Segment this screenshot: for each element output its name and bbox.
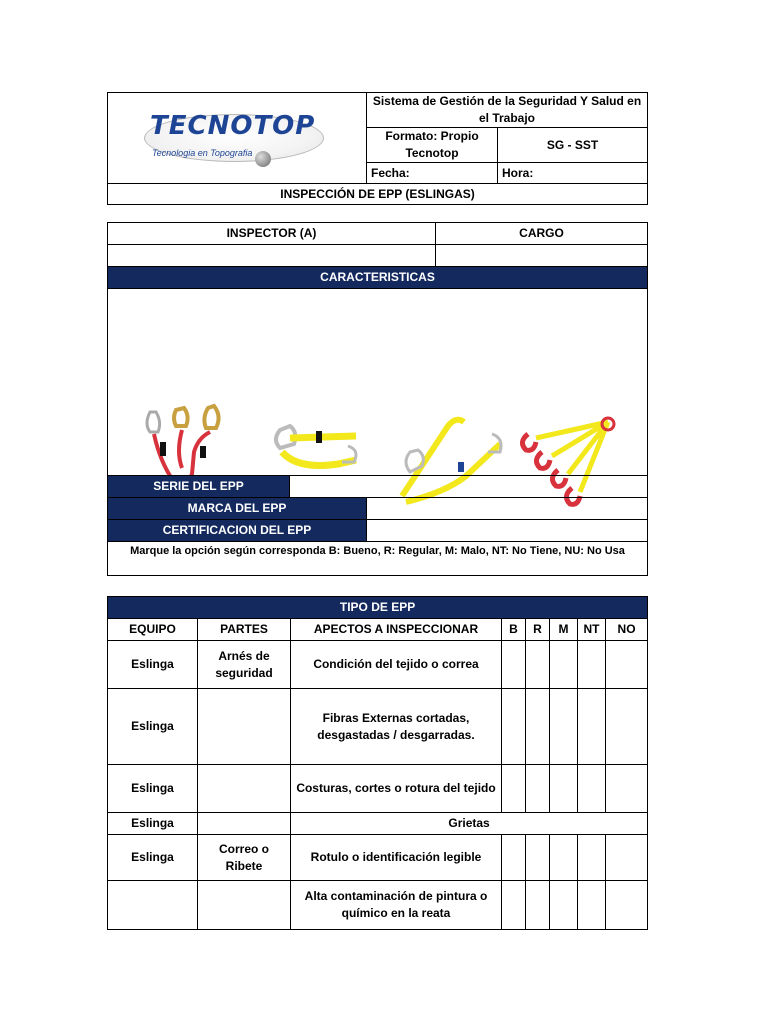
table-row	[108, 641, 648, 689]
tipo-epp-header: TIPO DE EPP	[108, 597, 648, 619]
check-b[interactable]	[502, 881, 526, 930]
col-r: R	[526, 619, 550, 641]
cargo-input[interactable]	[436, 245, 648, 267]
check-r[interactable]	[526, 689, 550, 765]
row-aspecto: Alta contaminación de pintura o químico en la reata	[291, 881, 502, 930]
cargo-label: CARGO	[436, 223, 648, 245]
col-nt: NT	[578, 619, 606, 641]
logo-tagline: Tecnologia en Topografia	[152, 147, 253, 158]
row-partes	[198, 765, 291, 813]
row-aspecto: Rotulo o identificación legible	[291, 835, 502, 881]
document-title: INSPECCIÓN DE EPP (ESLINGAS)	[108, 184, 648, 205]
inspector-label: INSPECTOR (A)	[108, 223, 436, 245]
col-no: NO	[606, 619, 648, 641]
check-m[interactable]	[550, 835, 578, 881]
sling-images-area	[108, 289, 648, 455]
certificacion-input[interactable]	[367, 520, 648, 542]
company-logo	[108, 96, 366, 181]
table-row	[108, 813, 648, 835]
logo-wordmark: TECNOTOP	[150, 110, 316, 141]
certificacion-label: CERTIFICACION DEL EPP	[108, 520, 367, 542]
check-no[interactable]	[606, 641, 648, 689]
check-nt[interactable]	[578, 765, 606, 813]
serie-input[interactable]	[290, 476, 648, 498]
row-partes: Arnés de seguridad	[198, 641, 291, 689]
check-no[interactable]	[606, 881, 648, 930]
check-nt[interactable]	[578, 835, 606, 881]
row-aspecto: Costuras, cortes o rotura del tejido	[291, 765, 502, 813]
row-partes	[198, 689, 291, 765]
inspector-table	[107, 222, 648, 476]
table-row	[108, 881, 648, 930]
check-m[interactable]	[550, 881, 578, 930]
check-r[interactable]	[526, 881, 550, 930]
col-m: M	[550, 619, 578, 641]
check-b[interactable]	[502, 835, 526, 881]
row-aspecto: Fibras Externas cortadas, desgastadas / desgarradas.	[291, 689, 502, 765]
table-row	[108, 765, 648, 813]
row-equipo: Eslinga	[108, 835, 198, 881]
row-equipo: Eslinga	[108, 765, 198, 813]
check-nt[interactable]	[578, 689, 606, 765]
row-aspecto: Grietas	[291, 813, 648, 835]
col-aspectos: APECTOS A INSPECCIONAR	[291, 619, 502, 641]
row-equipo: Eslinga	[108, 641, 198, 689]
logo-globe-icon	[255, 151, 271, 167]
row-equipo: Eslinga	[108, 813, 198, 835]
date-field[interactable]: Fecha:	[367, 163, 498, 184]
col-b: B	[502, 619, 526, 641]
system-title: Sistema de Gestión de la Seguridad Y Salud en el Trabajo	[367, 93, 648, 128]
check-r[interactable]	[526, 641, 550, 689]
check-b[interactable]	[502, 765, 526, 813]
document-code: SG - SST	[498, 128, 648, 163]
check-b[interactable]	[502, 641, 526, 689]
check-no[interactable]	[606, 689, 648, 765]
time-field[interactable]: Hora:	[498, 163, 648, 184]
check-no[interactable]	[606, 835, 648, 881]
row-equipo	[108, 881, 198, 930]
marca-label: MARCA DEL EPP	[108, 498, 367, 520]
table-row	[108, 835, 648, 881]
check-m[interactable]	[550, 689, 578, 765]
characteristics-header: CARACTERISTICAS	[108, 267, 648, 289]
row-partes	[198, 881, 291, 930]
check-r[interactable]	[526, 765, 550, 813]
check-m[interactable]	[550, 641, 578, 689]
marca-input[interactable]	[367, 498, 648, 520]
format-label: Formato: Propio Tecnotop	[367, 128, 498, 163]
row-partes	[198, 813, 291, 835]
check-nt[interactable]	[578, 881, 606, 930]
epp-info-table	[107, 475, 648, 576]
table-row	[108, 689, 648, 765]
check-nt[interactable]	[578, 641, 606, 689]
check-r[interactable]	[526, 835, 550, 881]
serie-label: SERIE DEL EPP	[108, 476, 290, 498]
header-table	[107, 92, 648, 205]
logo-cell	[108, 93, 367, 184]
row-partes: Correo o Ribete	[198, 835, 291, 881]
col-equipo: EQUIPO	[108, 619, 198, 641]
row-equipo: Eslinga	[108, 689, 198, 765]
inspection-table	[107, 596, 648, 930]
check-m[interactable]	[550, 765, 578, 813]
row-aspecto: Condición del tejido o correa	[291, 641, 502, 689]
rating-instructions: Marque la opción según corresponda B: Bueno, R: Regular, M: Malo, NT: No Tiene, NU: No Usa	[108, 542, 648, 576]
check-b[interactable]	[502, 689, 526, 765]
inspector-input[interactable]	[108, 245, 436, 267]
col-partes: PARTES	[198, 619, 291, 641]
check-no[interactable]	[606, 765, 648, 813]
